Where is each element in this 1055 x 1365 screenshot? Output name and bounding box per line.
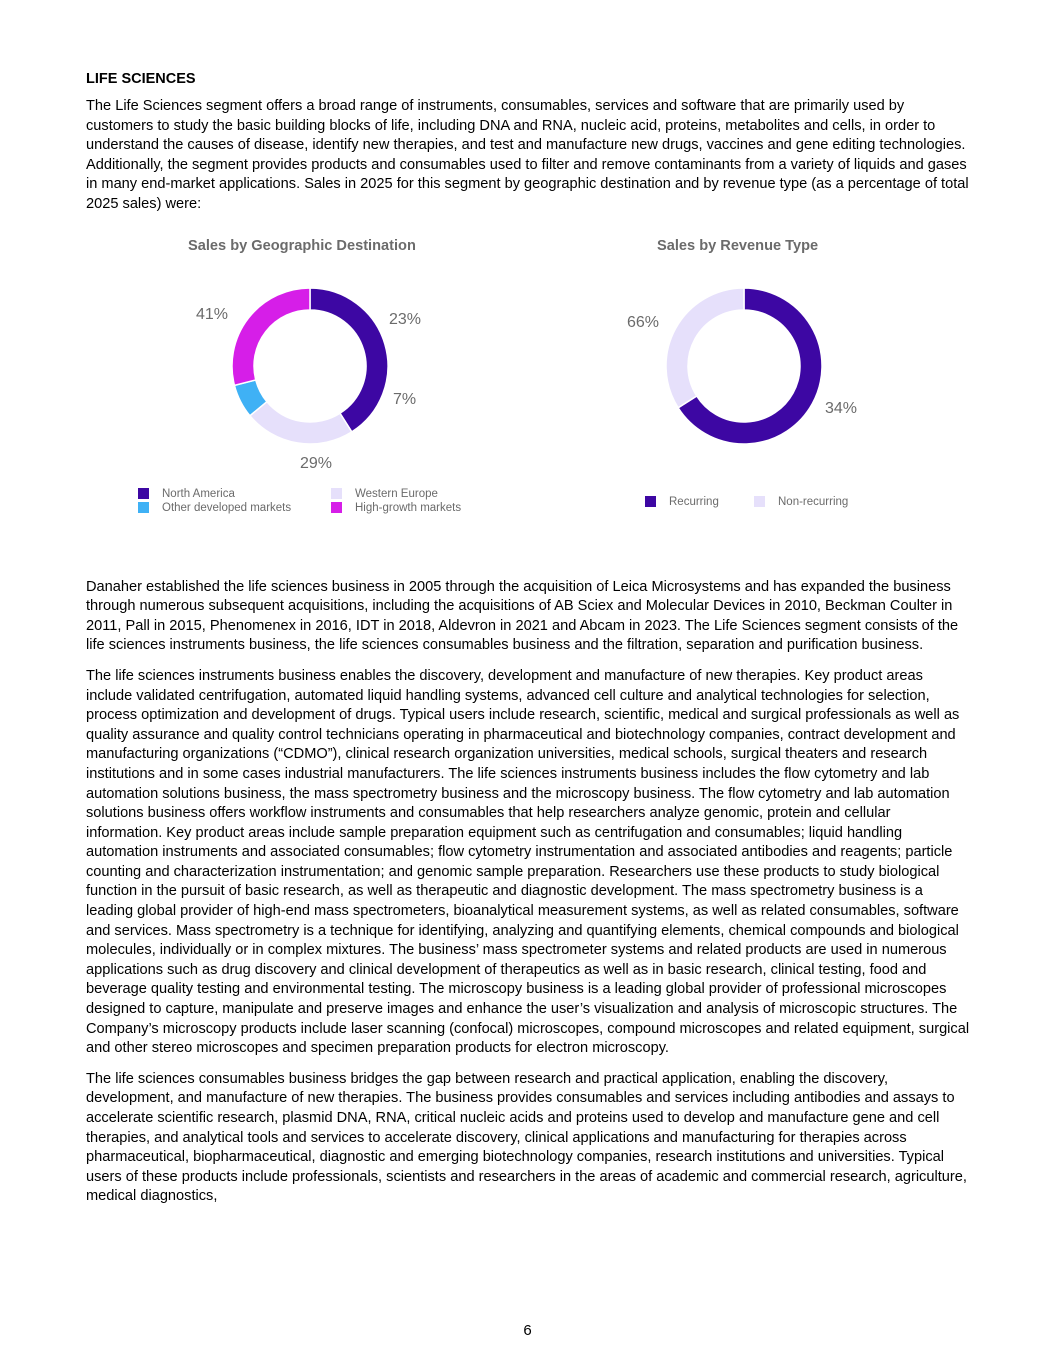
legend-swatch [138, 502, 149, 513]
legend-swatch [331, 502, 342, 513]
legend-high-growth [331, 502, 461, 514]
geo-label-high-growth: 29% [300, 454, 333, 472]
revenue-slice-non-recurring [666, 288, 744, 408]
legend-label: Other developed markets [162, 501, 292, 514]
geo-slice-high-growth-markets [232, 288, 310, 385]
revenue-donut-chart [666, 288, 822, 444]
geo-donut-chart [232, 288, 388, 444]
legend-western-europe [331, 488, 438, 500]
page-content [86, 70, 970, 1218]
legend-swatch [754, 496, 765, 507]
legend-label: North America [162, 487, 235, 500]
section-heading: LIFE SCIENCES [86, 71, 196, 87]
revenue-label-recurring: 66% [627, 313, 660, 331]
page-number: 6 [523, 1322, 532, 1339]
legend-swatch [138, 488, 149, 499]
legend-swatch [331, 488, 342, 499]
geo-chart-title: Sales by Geographic Destination [188, 237, 416, 254]
revenue-chart-title: Sales by Revenue Type [657, 237, 819, 254]
legend-north-america [138, 488, 235, 500]
geo-slice-western-europe [250, 401, 352, 443]
legend-label: Non-recurring [778, 495, 849, 508]
geo-label-western-europe: 23% [389, 310, 422, 328]
geo-label-north-america: 41% [196, 305, 229, 323]
legend-swatch [645, 496, 656, 507]
consumables-paragraph: The life sciences consumables business bridges the gap between research and practical application, enabling the discovery, development, and manufacture of new therapies. The business provides consumables and services including antibodies and assays to accelerate scientific research, plasmid DNA, RNA, critical nucleic acids and proteins used to develop and manufacture gene and cell therapies, and analytical tools and services to accelerate discovery, clinical applications and manufacturing for therapies across pharmaceutical, biopharmaceutical, diagnostic and emerging biotechnology companies, research institutions and universities. Typical users of these products include professionals, scientists and researchers in the areas of academic and commercial research, agriculture, medical diagnostics, [86, 1070, 967, 1205]
charts-area [86, 226, 970, 566]
geo-slice-north-america [310, 288, 388, 432]
instruments-paragraph: The life sciences instruments business enables the discovery, development and manufacture of new therapies. Key product areas include validated centrifugation, automated liquid handling systems, advanced cell culture and analytical technologies for selection, process optimization and development of drugs. Typical users include research, scientific, medical and surgical professionals as well as quality assurance and quality control technicians operating in pharmaceutical and biotechnology companies, contract development and manufacturing organizations (“CDMO”), clinical research organization universities, medical schools, surgical theaters and research institutions and in some cases industrial manufacturers. The life sciences instruments business includes the flow cytometry and lab automation solutions business, the mass spectrometry business and the microscopy business. The flow cytometry and lab automation solutions business offers workflow instruments and consumables that help researchers analyze genomic, protein and cellular information. Key product areas include sample preparation equipment such as centrifugation and consumables; liquid handling automation instruments and associated consumables; flow cytometry instrumentation and associated antibodies and reagents; particle counting and characterization instrumentation; and genomic sample preparation. Researchers use these products to study biological function in the pursuit of basic research, as well as therapeutic and diagnostic development. The mass spectrometry business is a leading global provider of high-end mass spectrometers, bioanalytical measurement systems, as well as related consumables, software and services. Mass spectrometry is a technique for identifying, analyzing and quantifying elements, chemical compounds and biological molecules, individually or in complex mixtures. The business’ mass spectrometer systems and related products are used in numerous applications such as drug discovery and clinical development of therapeutics as well as in basic research, clinical testing, food and beverage quality testing and environmental testing. The microscopy business is a leading global provider of professional microscopes designed to capture, manipulate and preserve images and enhance the user’s visualization and analysis of microscopic structures. The Company’s microscopy products include laser scanning (confocal) microscopes, compound microscopes and related equipment, surgical and other stereo microscopes and specimen preparation products for electron microscopy. [86, 667, 970, 1057]
geo-label-other-developed: 7% [393, 390, 417, 408]
legend-non-recurring [754, 496, 848, 508]
intro-paragraph: The Life Sciences segment offers a broad range of instruments, consumables, services and software that are primarily used by customers to study the basic building blocks of life, including DNA and RNA, nucleic acid, proteins, metabolites and cells, in order to understand the causes of disease, identify new therapies, and test and manufacture new drugs, vaccines and gene editing technologies. Additionally, the segment provides products and consumables used to filter and remove contaminants from a variety of liquids and gases in many end-market applications. Sales in 2025 for this segment by geographic destination and by revenue type (as a percentage of total 2025 sales) were: [86, 98, 969, 212]
legend-other-developed [138, 502, 291, 514]
legend-label: Recurring [669, 495, 719, 508]
revenue-label-non-recurring: 34% [825, 399, 858, 417]
legend-recurring [645, 496, 719, 508]
legend-label: High-growth markets [355, 501, 462, 514]
history-paragraph: Danaher established the life sciences business in 2005 through the acquisition of Leica Microsystems and has expanded the business through numerous subsequent acquisitions, including the acquisitions of AB Sciex and Molecular Devices in 2010, Beckman Coulter in 2011, Pall in 2015, Phenomenex in 2016, IDT in 2018, Aldevron in 2021 and Abcam in 2023. The Life Sciences segment consists of the life sciences instruments business, the life sciences consumables business and the filtration, separation and purification business. [86, 578, 959, 654]
legend-label: Western Europe [355, 487, 438, 500]
